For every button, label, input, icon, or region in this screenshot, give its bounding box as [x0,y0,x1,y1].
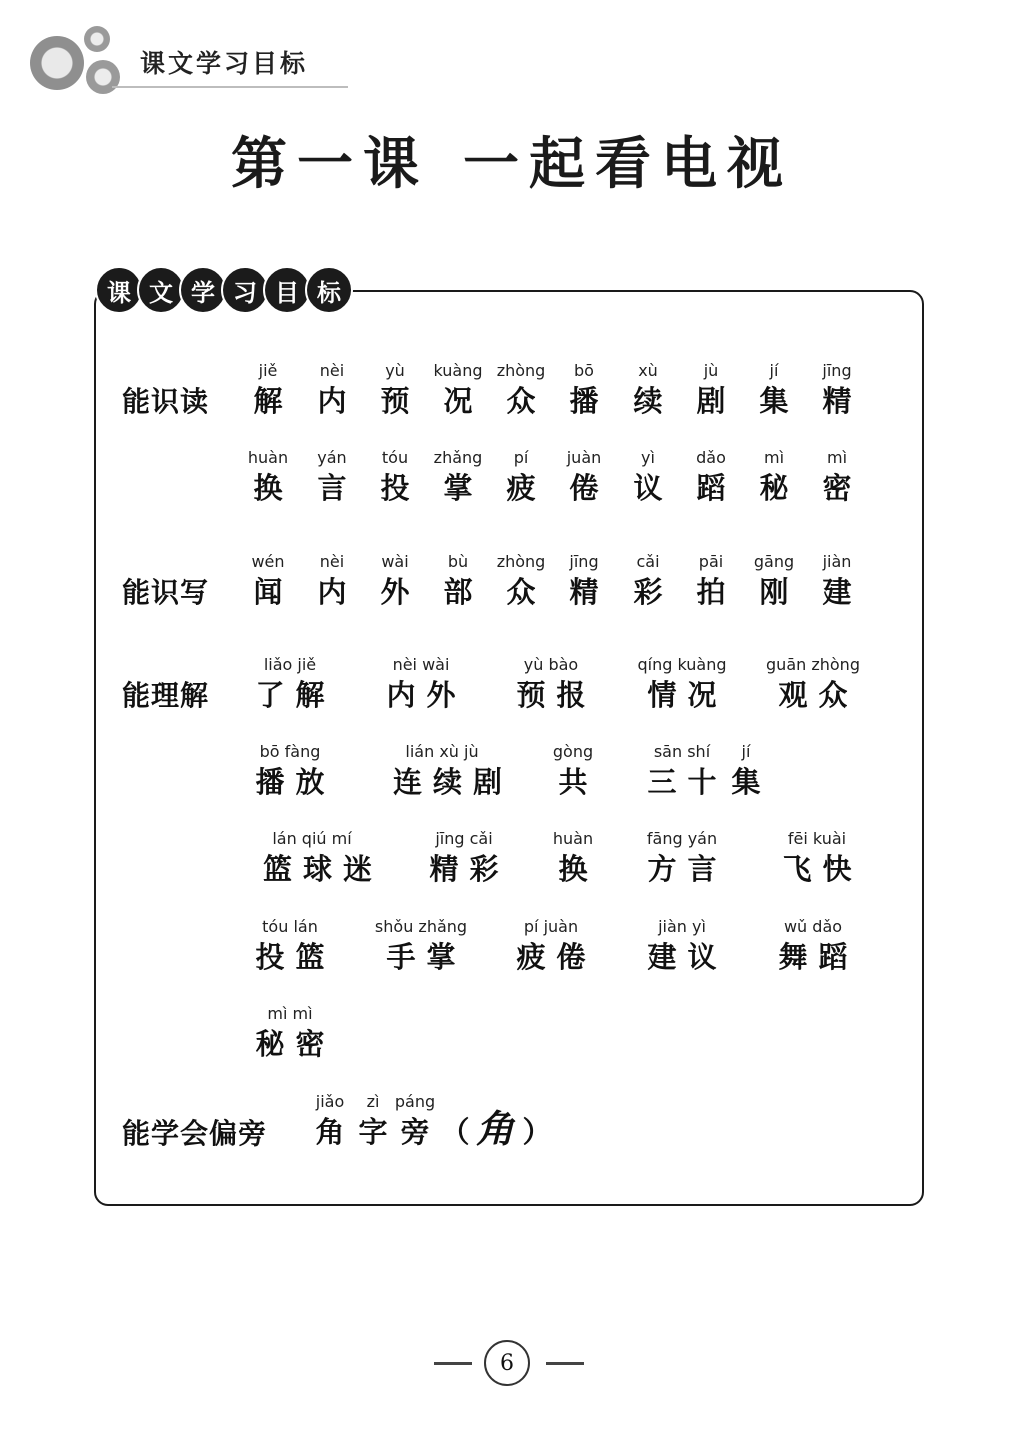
word [686,741,806,801]
hanzi: 情况 [647,678,728,712]
word [230,741,350,801]
hanzi: 预报 [516,678,597,712]
word [382,741,514,801]
pinyin: jiàn yì [658,917,706,936]
hanzi: 建 [822,575,863,609]
lesson-name: 一起看电视 [463,132,793,197]
pinyin: jiàn [822,552,852,571]
lesson-title [0,120,1024,200]
hanzi: 字 [358,1115,399,1149]
word [404,828,524,888]
pinyin: liǎo jiě [263,655,317,674]
word [622,654,742,714]
hanzi: 集 [731,765,772,799]
hanzi: 疲 [506,471,547,505]
pinyin: mì mì [267,1004,313,1023]
pinyin: mì [763,448,785,467]
hanzi: 精 [822,384,863,418]
radical-paren-close: ） [522,1115,563,1149]
radical-glyph: ⻆ [475,1106,525,1151]
word [230,916,350,976]
hanzi: 精彩 [429,852,510,886]
pinyin: nèi [319,552,345,571]
badge-char: 标 [305,266,353,314]
header-underline [112,86,348,88]
hanzi: 剧 [696,384,737,418]
word [361,654,481,714]
word [513,828,633,888]
hanzi: 内 [317,384,358,418]
badge-char: 课 [95,266,143,314]
word [622,916,742,976]
hanzi: 倦 [569,471,610,505]
hanzi: 飞快 [782,852,863,886]
pinyin: huàn [247,448,289,467]
pinyin: yán [317,448,347,467]
pinyin: tóu lán [262,917,318,936]
pinyin: juàn [566,448,602,467]
badge-char: 目 [263,266,311,314]
read-char [777,360,897,420]
hanzi: 闻 [253,575,294,609]
page-line-left [434,1362,472,1365]
page-line-right [546,1362,584,1365]
pinyin: pí [513,448,529,467]
page-number: 6 [484,1340,530,1386]
pinyin: qíng kuàng [637,655,727,674]
word [757,828,877,888]
pinyin: jí [769,361,779,380]
pinyin: jiě [258,361,278,380]
hanzi: 投篮 [255,940,336,974]
pinyin: lán qiú mí [272,829,352,848]
lesson-number: 第一课 [231,132,429,197]
hanzi: 了解 [255,678,336,712]
hanzi: 拍 [696,575,737,609]
pinyin: páng [394,1092,436,1111]
word [513,741,633,801]
write-char [777,551,897,611]
objectives-badge [95,266,347,314]
pinyin: gāng [753,552,795,571]
pinyin: zhǎng [433,448,483,467]
pinyin: cǎi [636,552,660,571]
pinyin: wǔ dǎo [783,917,843,936]
hanzi: 外 [380,575,421,609]
pinyin: fēi kuài [787,829,847,848]
decor-circle-small-bottom [86,60,120,94]
hanzi: 三十 [647,765,728,799]
hanzi: 内外 [386,678,467,712]
hanzi: 密 [822,471,863,505]
hanzi: 掌 [443,471,484,505]
hanzi: 蹈 [696,471,737,505]
pinyin: bō fàng [259,742,321,761]
hanzi: 播放 [255,765,336,799]
pinyin: yì [641,448,655,467]
pinyin: tóu [381,448,409,467]
hanzi: 播 [569,384,610,418]
badge-char: 习 [221,266,269,314]
label-can-learn-radical: 能学会偏旁 [122,1117,268,1150]
pinyin: zhòng [496,552,546,571]
hanzi: 投 [380,471,421,505]
hanzi: 议 [633,471,674,505]
hanzi: 手掌 [386,940,467,974]
hanzi: 方言 [647,852,728,886]
pinyin: jīng [569,552,599,571]
label-can-understand: 能理解 [122,679,210,712]
hanzi: 部 [443,575,484,609]
badge-char: 文 [137,266,185,314]
hanzi: 连续剧 [393,765,514,799]
pinyin: fāng yán [646,829,718,848]
pinyin: xù [638,361,658,380]
hanzi: 精 [569,575,610,609]
hanzi: 集 [759,384,800,418]
pinyin: nèi [319,361,345,380]
hanzi: 秘密 [255,1027,336,1061]
header-label: 课文学习目标 [140,49,309,78]
pinyin: jù [703,361,719,380]
hanzi: 舞蹈 [778,940,859,974]
pinyin: wài [381,552,409,571]
pinyin: sān shí [653,742,711,761]
pinyin: shǒu zhǎng [374,917,468,936]
word [753,654,873,714]
hanzi: 预 [380,384,421,418]
word [753,916,873,976]
pinyin: zì [366,1092,380,1111]
pinyin: pí juàn [523,917,579,936]
radical-paren-open: （ [440,1115,481,1149]
pinyin: gòng [552,742,594,761]
hanzi: 续 [633,384,674,418]
word [230,1003,350,1063]
pinyin: huàn [552,829,594,848]
hanzi: 况 [443,384,484,418]
pinyin: dǎo [696,448,726,467]
hanzi: 疲倦 [516,940,597,974]
badge-char: 学 [179,266,227,314]
hanzi: 众 [506,384,547,418]
pinyin: jīng [822,361,852,380]
hanzi: 换 [253,471,294,505]
hanzi: 言 [317,471,358,505]
pinyin: bù [447,552,469,571]
pinyin: nèi wài [392,655,450,674]
hanzi: 旁 [400,1115,441,1149]
pinyin: pāi [698,552,724,571]
label-can-read: 能识读 [122,385,210,418]
pinyin: yù [385,361,405,380]
hanzi: 观众 [778,678,859,712]
label-can-write: 能识写 [122,576,210,609]
hanzi: 角 [315,1115,356,1149]
word [491,916,611,976]
hanzi: 共 [558,765,599,799]
hanzi: 秘 [759,471,800,505]
pinyin: kuàng [433,361,483,380]
pinyin: jīng cǎi [435,829,493,848]
hanzi: 建议 [647,940,728,974]
word [230,654,350,714]
hanzi: 换 [558,852,599,886]
pinyin: jiǎo [315,1092,345,1111]
pinyin: wén [251,552,285,571]
pinyin: lián xù jù [405,742,479,761]
pinyin: guān zhòng [766,655,860,674]
hanzi: 众 [506,575,547,609]
hanzi: 彩 [633,575,674,609]
decor-circle-large [30,36,84,90]
pinyin: jí [741,742,751,761]
pinyin: yù bào [523,655,579,674]
word [252,828,384,888]
hanzi: 篮球迷 [263,852,384,886]
word [622,828,742,888]
hanzi: 刚 [759,575,800,609]
hanzi: 解 [253,384,294,418]
pinyin: bō [574,361,594,380]
word [491,654,611,714]
decor-circle-small-top [84,26,110,52]
hanzi: 内 [317,575,358,609]
read-char [777,447,897,507]
word [361,916,481,976]
pinyin: zhòng [496,361,546,380]
pinyin: mì [826,448,848,467]
